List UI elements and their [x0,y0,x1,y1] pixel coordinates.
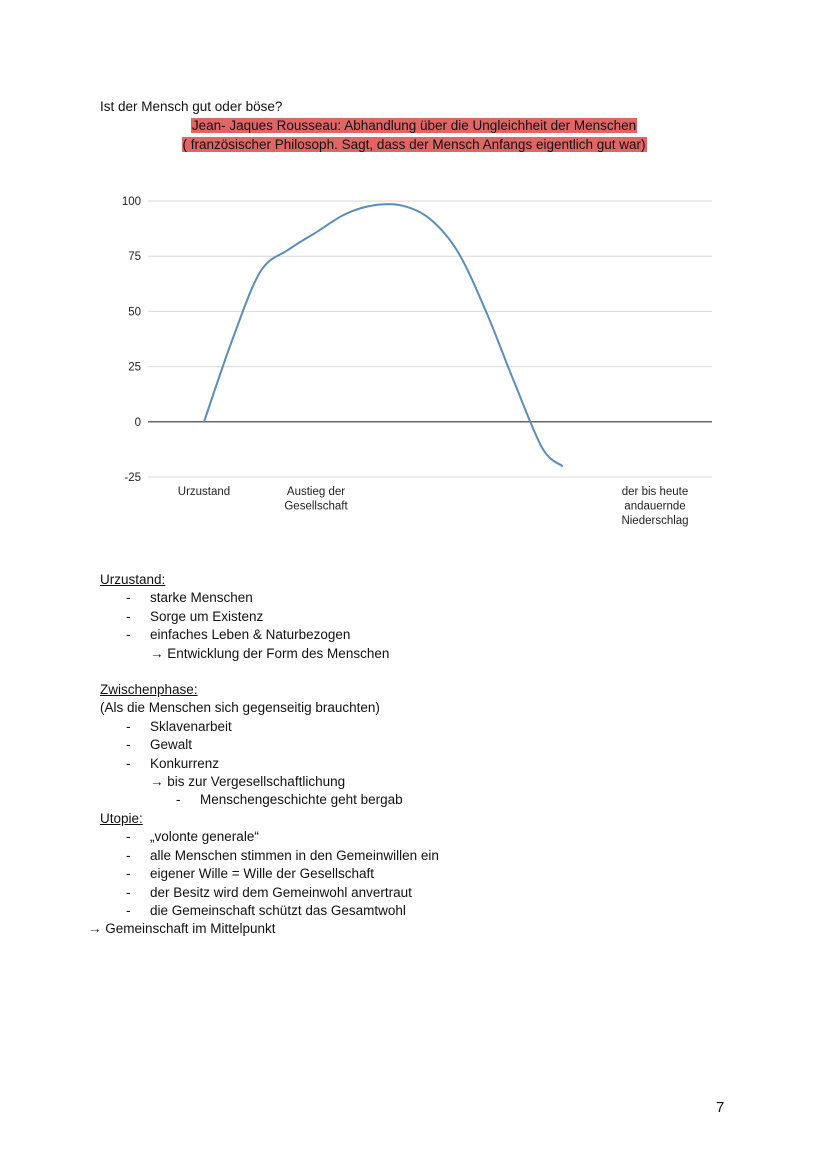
y-tick-label: 25 [128,361,141,374]
list-item: - eigener Wille = Wille der Gesellschaft [100,865,740,883]
list-item: - starke Menschen [100,589,740,607]
chart-series-line [204,204,562,466]
arrow-note: → Entwicklung der Form des Menschen [150,645,390,661]
list-item: - Sklavenarbeit [100,718,740,736]
list-item: - Konkurrenz [100,755,740,773]
heading-zwischenphase: Zwischenphase: [100,682,198,698]
list-item: - der Besitz wird dem Gemeinwohl anvertraut [100,884,740,902]
y-tick-label: 50 [128,306,141,319]
chart-x-ticks [178,486,689,527]
page-number: 7 [716,1099,725,1116]
y-tick-label: 0 [134,416,141,429]
list-item: - Gewalt [100,736,740,754]
chart-y-ticks [122,196,141,484]
y-tick-label: -25 [124,472,141,484]
heading-utopie: Utopie: [100,810,143,826]
x-category-label: Austieg der Gesellschaft [284,486,348,513]
notes-section [88,571,740,939]
subtitle-highlight-1: Jean- Jaques Rousseau: Abhandlung über die Ungleichheit der Menschen [191,118,637,133]
list-item: - einfaches Leben & Naturbezogen [100,626,740,644]
subtitle-line-2 [0,137,828,152]
arrow-note: → bis zur Vergesellschaftlichung [150,774,346,790]
heading-urzustand: Urzustand: [100,572,166,587]
y-tick-label: 75 [128,251,141,264]
subtitle-highlight-2: ( französischer Philosoph. Sagt, dass der Mensch Anfangs eigentlich gut war) [182,137,646,152]
x-category-label: der bis heute andauernde Niederschlag [621,486,689,527]
list-item: - die Gemeinschaft schützt das Gesamtwohl [100,902,740,920]
x-category-label: Urzustand [177,486,231,498]
question-title: Ist der Mensch gut oder böse? [100,99,283,114]
zwischenphase-intro: (Als die Menschen sich gegenseitig brauchten) [100,700,380,716]
y-tick-label: 100 [121,196,141,208]
arrow-note: → Gemeinschaft im Mittelpunkt [88,921,276,937]
list-subitem: - Menschengeschichte geht bergab [100,791,740,809]
list-item: - alle Menschen stimmen in den Gemeinwillen ein [100,847,740,865]
list-item: - Sorge um Existenz [100,608,740,626]
list-item: - „volonte generale“ [100,828,740,846]
line-chart [0,180,828,540]
subtitle-line-1 [0,118,828,133]
